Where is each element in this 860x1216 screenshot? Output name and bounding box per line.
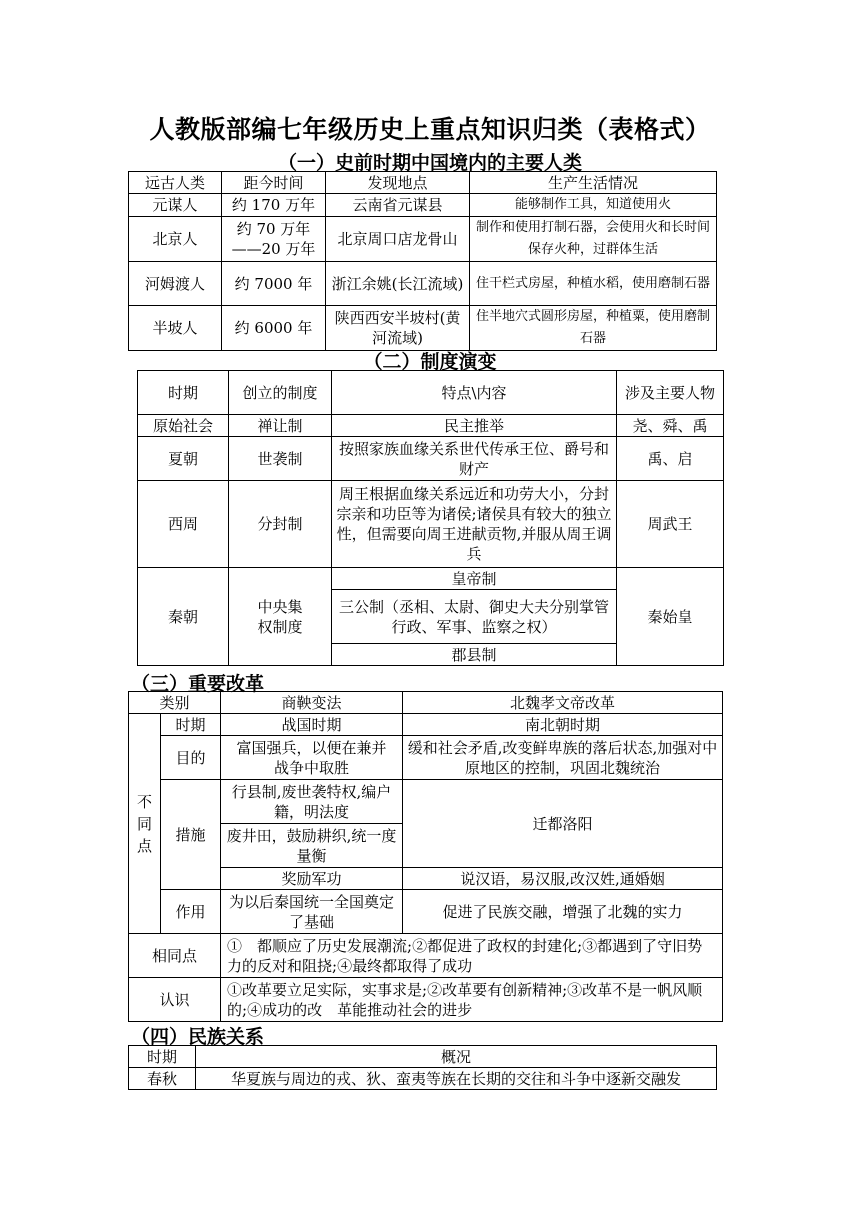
table-cell: 陕西西安半坡村(黄河流域) [326, 306, 470, 351]
table-cell: 相同点 [129, 934, 221, 978]
header-cell: 时期 [138, 371, 229, 415]
table-cell: 约 7000 年 [222, 262, 326, 306]
table-cell: 富国强兵，以便在兼并战争中取胜 [221, 736, 403, 780]
table-cell: 约 170 万年 [222, 194, 326, 217]
table-cell: 南北朝时期 [403, 714, 723, 736]
table-row [129, 262, 717, 306]
section-3-heading: （三）重要改革 [131, 673, 265, 695]
table-cell: 缓和社会矛盾,改变鲜卑族的落后状态,加强对中原地区的控制，巩固北魏统治 [403, 736, 723, 780]
header-cell: 特点\内容 [332, 371, 617, 415]
table-cell: 北京人 [129, 217, 222, 262]
table-cell: 奖励军功 [221, 868, 403, 890]
header-cell: 远古人类 [129, 172, 222, 194]
table-cell: 秦朝 [138, 568, 229, 666]
header-cell: 商鞅变法 [221, 692, 403, 714]
document-title: 人教版部编七年级历史上重点知识归类（表格式） [149, 115, 711, 144]
table-header-row [129, 172, 717, 194]
ethnic-relations-table [128, 1045, 717, 1090]
table-cell: 说汉语，易汉服,改汉姓,通婚姻 [403, 868, 723, 890]
table-row [129, 934, 723, 978]
table-header-row [129, 692, 723, 714]
table-cell: 禅让制 [229, 415, 332, 437]
table-cell: 能够制作工具，知道使用火 [470, 194, 717, 217]
section-2-heading: （二）制度演变 [363, 351, 497, 373]
header-cell: 北魏孝文帝改革 [403, 692, 723, 714]
table-cell: 约 6000 年 [222, 306, 326, 351]
table-cell: 战国时期 [221, 714, 403, 736]
table-cell: 行县制,废世袭特权,编户籍，明法度 [221, 780, 403, 824]
table-cell: 制作和使用打制石器，会使用火和长时间保存火种，过群体生活 [470, 217, 717, 262]
table-cell: 中央集权制度 [229, 568, 332, 666]
table-header-row [129, 1046, 717, 1068]
table-cell: 半坡人 [129, 306, 222, 351]
table-cell: 按照家族血缘关系世代传承王位、爵号和财产 [332, 437, 617, 481]
table-cell: 分封制 [229, 481, 332, 568]
table-cell: 禹、启 [617, 437, 724, 481]
table-cell: 废井田，鼓励耕织,统一度量衡 [221, 824, 403, 868]
table-row [138, 568, 724, 590]
table-cell: 元谋人 [129, 194, 222, 217]
table-row [129, 714, 723, 736]
table-cell: 周武王 [617, 481, 724, 568]
table-row [129, 306, 717, 351]
header-cell: 时期 [129, 1046, 196, 1068]
table-row [138, 415, 724, 437]
table-row [129, 217, 717, 262]
section-4-heading: （四）民族关系 [131, 1026, 265, 1048]
table-cell: 原始社会 [138, 415, 229, 437]
system-evolution-table [137, 370, 724, 666]
table-row [129, 194, 717, 217]
reforms-table [128, 691, 723, 1022]
table-cell: 促进了民族交融，增强了北魏的实力 [403, 890, 723, 934]
header-cell: 涉及主要人物 [617, 371, 724, 415]
table-cell: 尧、舜、禹 [617, 415, 724, 437]
table-cell: 约 70 万年——20 万年 [222, 217, 326, 262]
table-cell: ①改革要立足实际，实事求是;②改革要有创新精神;③改革不是一帆风顺的;④成功的改 革能推动社会的进步 [221, 978, 723, 1022]
table-cell: 皇帝制 [332, 568, 617, 590]
table-cell: 郡县制 [332, 644, 617, 666]
table-row [129, 978, 723, 1022]
table-cell: 为以后秦国统一全国奠定了基础 [221, 890, 403, 934]
table-header-row [138, 371, 724, 415]
table-row [129, 890, 723, 934]
table-cell: ① 都顺应了历史发展潮流;②都促进了政权的封建化;③都遇到了守旧势力的反对和阻挠;④最终都取得了成功 [221, 934, 723, 978]
table-cell: 认识 [129, 978, 221, 1022]
header-cell: 发现地点 [326, 172, 470, 194]
prehistoric-humans-table [128, 171, 717, 351]
header-cell: 生产生活情况 [470, 172, 717, 194]
table-cell: 北京周口店龙骨山 [326, 217, 470, 262]
table-cell: 时期 [161, 714, 221, 736]
table-row [138, 437, 724, 481]
table-cell: 住半地穴式圆形房屋，种植粟，使用磨制石器 [470, 306, 717, 351]
table-cell: 世袭制 [229, 437, 332, 481]
table-cell: 民主推举 [332, 415, 617, 437]
table-cell: 三公制（丞相、太尉、御史大夫分别掌管行政、军事、监察之权） [332, 590, 617, 644]
section-1-heading: （一）史前时期中国境内的主要人类 [277, 152, 582, 174]
table-cell: 夏朝 [138, 437, 229, 481]
header-cell: 距今时间 [222, 172, 326, 194]
table-row [129, 1068, 717, 1090]
table-cell: 目的 [161, 736, 221, 780]
header-cell: 类别 [129, 692, 221, 714]
table-cell: 不同点 [129, 714, 161, 934]
table-cell: 西周 [138, 481, 229, 568]
table-cell: 华夏族与周边的戎、狄、蛮夷等族在长期的交往和斗争中逐新交融发 [196, 1068, 717, 1090]
table-row [138, 481, 724, 568]
table-cell: 迁都洛阳 [403, 780, 723, 868]
table-cell: 措施 [161, 780, 221, 890]
header-cell: 创立的制度 [229, 371, 332, 415]
table-cell: 作用 [161, 890, 221, 934]
table-cell: 云南省元谋县 [326, 194, 470, 217]
table-cell: 秦始皇 [617, 568, 724, 666]
table-cell: 住干栏式房屋，种植水稻，使用磨制石器 [470, 262, 717, 306]
header-cell: 概况 [196, 1046, 717, 1068]
table-cell: 春秋 [129, 1068, 196, 1090]
table-cell: 河姆渡人 [129, 262, 222, 306]
table-cell: 浙江余姚(长江流域) [326, 262, 470, 306]
table-row [129, 780, 723, 824]
table-cell: 周王根据血缘关系远近和功劳大小，分封宗亲和功臣等为诸侯;诸侯具有较大的独立性，但需要向周王进献贡物,并服从周王调兵 [332, 481, 617, 568]
table-row [129, 736, 723, 780]
